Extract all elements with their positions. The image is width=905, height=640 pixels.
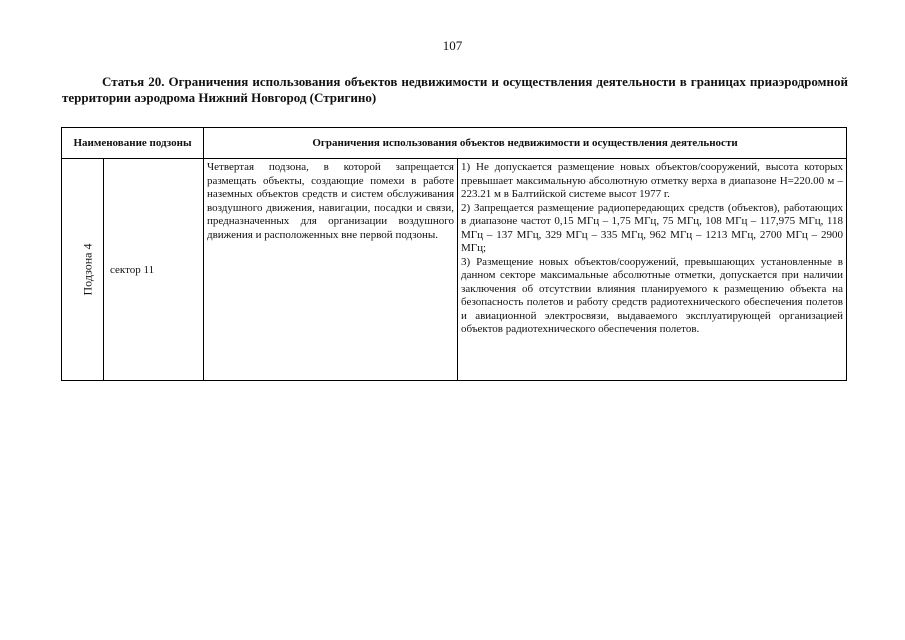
header-subzone-name: Наименование подзоны (62, 128, 204, 159)
restriction-item-3: 3) Размещение новых объектов/сооружений, превышающих установленные в данном секторе максимальные абсолютные отметки, допускается при наличии заключения об отсутствии влияния планируемого к размещению объекта на безопасность полетов и работу средств радиотехнического обеспечения полетов и авиационной электросвязи, выдаваемого эксплуатирующей организацией объектов радиотехнического обеспечения полетов. (461, 255, 843, 335)
sector-cell: сектор 11 (104, 159, 204, 381)
table-row (62, 159, 847, 381)
header-restrictions: Ограничения использования объектов недвижимости и осуществления деятельности (204, 128, 847, 159)
restriction-item-2: 2) Запрещается размещение радиопередающих средств (объектов), работающих в диапазоне частот 0,15 МГц – 1,75 МГц, 75 МГц, 108 МГц – 117,975 МГц, 118 МГц – 137 МГц, 329 МГц – 335 МГц, 962 МГц – 1213 МГц, 2700 МГц – 2900 МГц; (461, 201, 843, 254)
restrictions-cell (458, 159, 847, 381)
restrictions-table (61, 127, 847, 381)
subzone-label: Подзона 4 (80, 243, 95, 296)
page-number: 107 (442, 38, 463, 53)
subzone-cell (62, 159, 104, 381)
restriction-item-1: 1) Не допускается размещение новых объектов/сооружений, высота которых превышает максимальную абсолютную отметку верха в диапазоне H=220.00 м – 223.21 м в Балтийской системе высот 1977 г. (461, 161, 843, 200)
subzone-description: Четвертая подзона, в которой запрещается размещать объекты, создающие помехи в работе наземных объектов средств и систем обслуживания воздушного движения, навигации, посадки и связи, предназначенных для организации воздушного движения и расположенных вне первой подзоны. (204, 159, 458, 381)
article-title: Статья 20. Ограничения использования объектов недвижимости и осуществления деятельности в границах приаэродромной территории аэродрома Нижний Новгород (Стригино) (62, 74, 848, 105)
table-header-row (62, 128, 847, 159)
